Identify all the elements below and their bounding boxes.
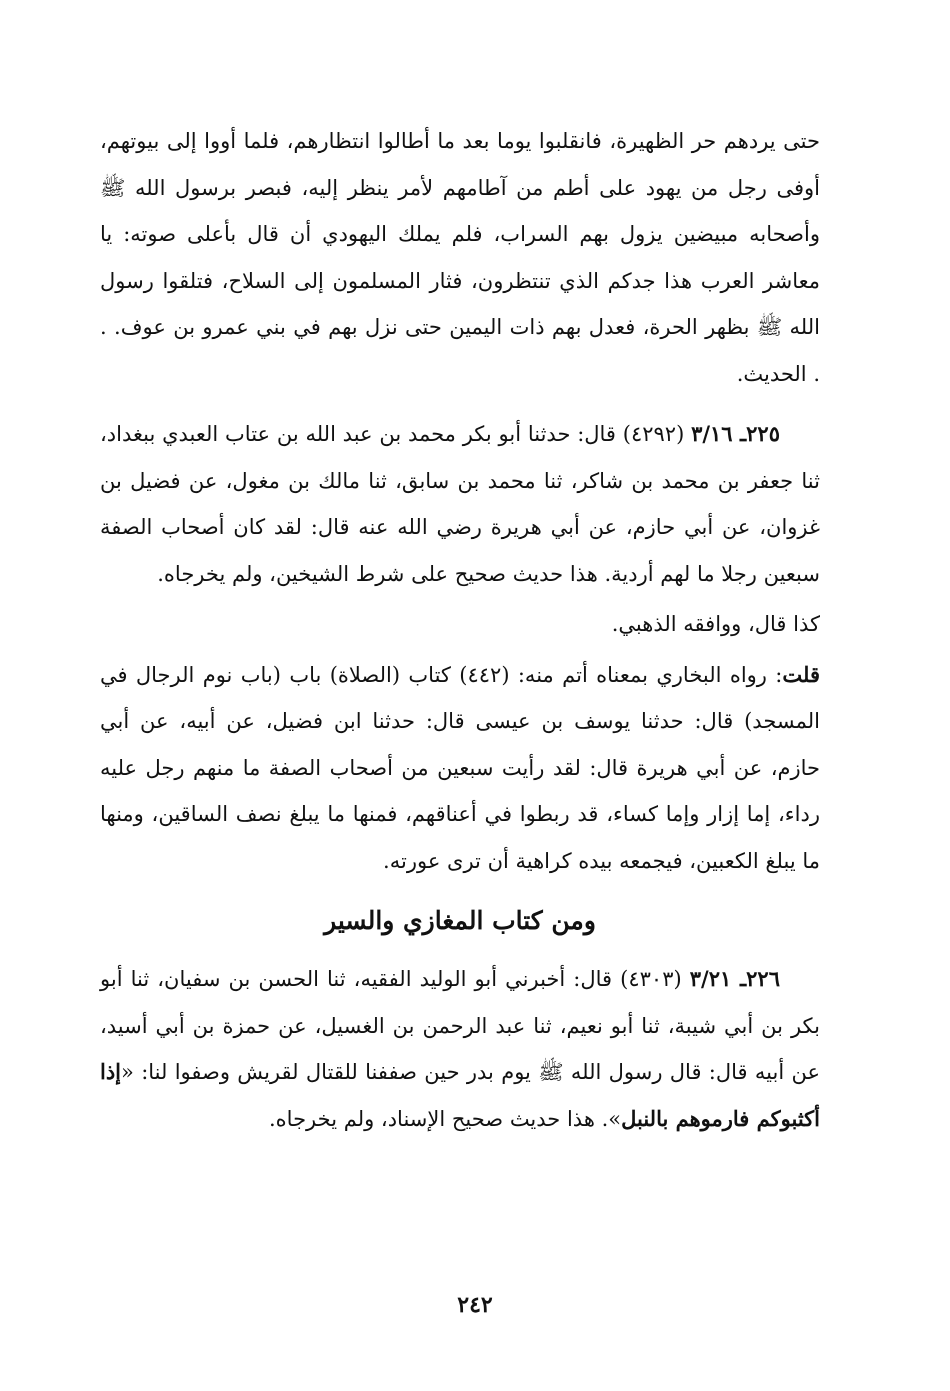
hadith-226-number: ٢٢٦ـ ٣/٢١ [689,966,780,991]
page-number: ٢٤٢ [457,1292,493,1318]
hadith-225 [100,411,820,597]
hadith-225-number: ٢٢٥ـ ٣/١٦ [691,421,780,446]
qult-label: قلت [782,661,820,687]
paragraph-continuation: حتى يردهم حر الظهيرة، فانقلبوا يوما بعد ما أطالوا انتظارهم، فلما أووا إلى بيوتهم، أوفى رجل من يهود على أطم من آطامهم لأمر ينظر إليه، فبصر برسول الله ﷺ وأصحابه مبيضين يزول بهم السراب، فلم يملك اليهودي أن قال بأعلى صوته: يا معاشر العرب هذا جدكم الذي تنتظرون، فثار المسلمون إلى السلاح، فتلقوا رسول الله ﷺ بظهر الحرة، فعدل بهم ذات اليمين حتى نزل بهم في بني عمرو بن عوف. . . الحديث. [100,129,820,386]
note-kadha: كذا قال، ووافقه الذهبي. [611,612,820,636]
page-body [100,118,820,1142]
qult-text: : رواه البخاري بمعناه أتم منه: (٤٤٢) كتاب (الصلاة) باب (باب نوم الرجال في المسجد) قال: حدثنا يوسف بن عيسى قال: حدثنا ابن فضيل، عن أبيه، عن أبي حازم، عن أبي هريرة قال: لقد رأيت سبعين من أصحاب الصفة ما منهم رجل عليه رداء، إما إزار وإما كساء، قد ربطوا في أعناقهم، فمنها ما يبلغ نصف الساقين، ومنها ما يبلغ الكعبين، فيجمعه بيده كراهية أن ترى عورته. [100,662,820,873]
qult-paragraph [100,652,820,885]
hadith-226-text-a: (٤٣٠٣) قال: أخبرني أبو الوليد الفقيه، ثنا الحسن بن سفيان، ثنا أبو بكر بن أبي شيبة، ثنا أبو نعيم، ثنا عبد الرحمن بن الغسيل، عن حمزة بن أبي أسيد، عن أبيه قال: قال رسول الله ﷺ يوم بدر حين صففنا للقتال لقريش وصفوا لنا: « [100,967,821,1084]
hadith-226-text-b: ». هذا حديث صحيح الإسناد، ولم يخرجاه. [269,1106,622,1131]
hadith-226-quote: إذا أكثبوكم فارموهم بالنبل [100,1059,820,1131]
hadith-226 [100,956,820,1142]
section-heading: ومن كتاب المغازي والسير [324,906,596,935]
hadith-225-text: (٤٢٩٢) قال: حدثنا أبو بكر محمد بن عبد الله بن عتاب العبدي ببغداد، ثنا جعفر بن محمد بن شاكر، ثنا محمد بن سابق، ثنا مالك بن مغول، عن فضيل بن غزوان، عن أبي حازم، عن أبي هريرة رضي الله عنه قال: لقد كان أصحاب الصفة سبعين رجلا ما لهم أردية. هذا حديث صحيح على شرط الشيخين، ولم يخرجاه. [100,422,820,586]
